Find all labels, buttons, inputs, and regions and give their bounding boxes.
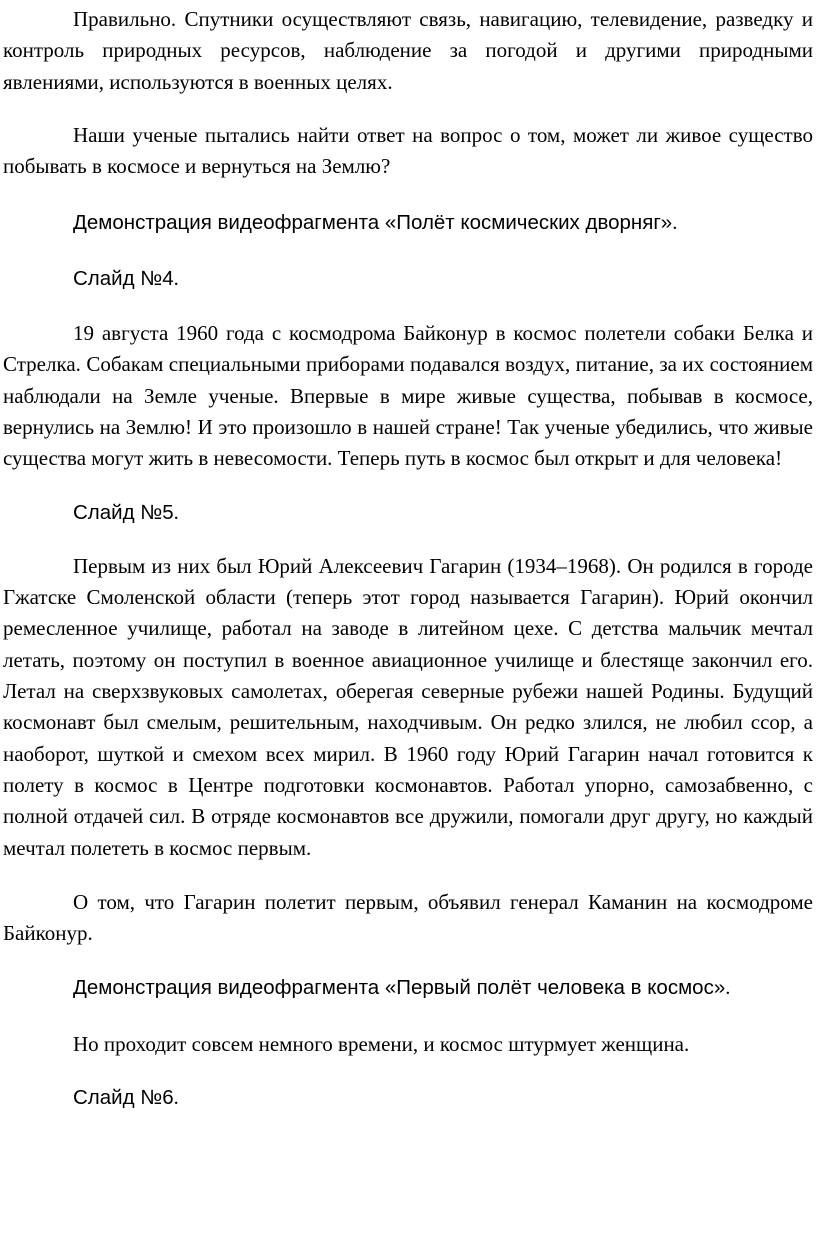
heading-period: . [173,501,179,524]
heading-period: . [173,1087,179,1110]
paragraph-question: Наши ученые пытались найти ответ на вопрос о том, может ли живое существо побывать в космосе и вернуться на Землю? [3,122,813,179]
heading-period: . [672,212,678,235]
slide-heading-6-text: Слайд №6 [73,1086,174,1110]
paragraph-satellites: Правильно. Спутники осуществляют связь, навигацию, телевидение, разведку и контроль природных ресурсов, наблюдение за погодой и другими природными явлениями, используются в военных целях. [3,7,813,94]
paragraph-belka-strelka: 19 августа 1960 года с космодрома Байконур в космос полетели собаки Белка и Стрелка. Собакам специальными приборами подавался воздух, питание, за их состоянием наблюдали на Земле ученые. Впервые в мире живые существа, побывав в космосе, вернулись на Землю! И это произошло в нашей стране! Так ученые убедились, что живые существа могут жить в невесомости. Теперь путь в космос был открыт и для человека! [3,321,813,471]
slide-heading-5-text: Слайд №5 [73,500,174,524]
video-demo-heading-first-flight [3,972,813,1004]
heading-period: . [725,977,731,1000]
paragraph-kamanin: О том, что Гагарин полетит первым, объявил генерал Каманин на космодроме Байконур. [3,889,813,946]
video-demo-heading-dogs-text: Демонстрация видеофрагмента «Полёт космических дворняг» [73,211,673,235]
video-demo-heading-first-flight-text: Демонстрация видеофрагмента «Первый полёт человека в космос» [73,976,726,1000]
slide-heading-6 [3,1082,813,1114]
slide-heading-4-text: Слайд №4 [73,266,174,290]
slide-heading-5 [3,497,813,529]
paragraph-gagarin: Первым из них был Юрий Алексеевич Гагарин (1934–1968). Он родился в городе Гжатске Смоленской области (теперь этот город называется Гагарин). Юрий окончил ремесленное училище, работал на заводе в литейном цехе. С детства мальчик мечтал летать, поэтому он поступил в военное авиационное училище и блестяще закончил его. Летал на сверхзвуковых самолетах, оберегая северные рубежи нашей Родины. Будущий космонавт был смелым, решительным, находчивым. Он редко злился, не любил ссор, а наоборот, шуткой и смехом всех мирил. В 1960 году Юрий Гагарин начал готовится к полету в космос в Центре подготовки космонавтов. Работал упорно, самозабвенно, с полной отдачей сил. В отряде космонавтов все дружили, помогали друг другу, но каждый мечтал полететь в космос первым. [3,553,813,860]
heading-period: . [173,267,179,290]
video-demo-heading-dogs [3,207,813,239]
paragraph-woman: Но проходит совсем немного времени, и космос штурмует женщина. [73,1031,690,1056]
slide-heading-4 [3,263,813,295]
